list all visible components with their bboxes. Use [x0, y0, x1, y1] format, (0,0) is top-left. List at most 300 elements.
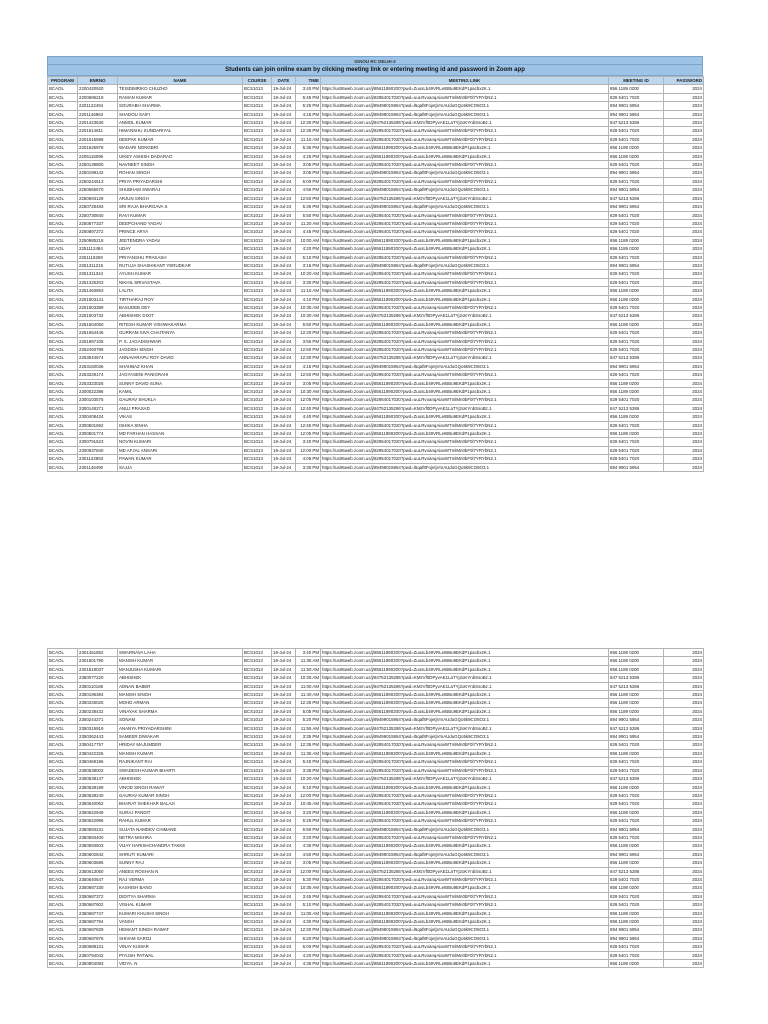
course-cell: BCS1013	[243, 388, 272, 396]
enrno-cell: 2350315919	[78, 724, 118, 732]
col-time: TIME	[296, 77, 321, 85]
date-cell: 19-Jul-24	[272, 421, 296, 429]
meeting-id-cell: 894 9901 5954	[609, 110, 664, 118]
meeting-link[interactable]: https://us06web.zoom.us/j/82954017020?pwd=uuLRvoanqAiavWTmlMn0bF0l7YRYbN2.1	[321, 219, 609, 227]
password-cell: 2024	[664, 682, 704, 690]
meeting-link[interactable]: https://us06web.zoom.us/j/85611890200?pwd=ZuosLb49VRLeIBBu9EKdP1pacbx2K.1	[321, 884, 609, 892]
course-cell: BCS1013	[243, 733, 272, 741]
password-cell: 2024	[664, 337, 704, 345]
meeting-link[interactable]: https://us06web.zoom.us/j/84752135286?pwd=KMzVf0DPyvAE1LaTYj2oKYnbSsoBz.1	[321, 119, 609, 127]
meeting-link[interactable]: https://us06web.zoom.us/j/82954017020?pwd=uuLRvoanqAiavWTmlMn0bF0l7YRYbN2.1	[321, 253, 609, 261]
enrno-cell: 2251503389	[78, 303, 118, 311]
date-cell: 19-Jul-24	[272, 825, 296, 833]
table-row	[48, 901, 704, 909]
meeting-link[interactable]: https://us06web.zoom.us/j/85611890200?pwd=ZuosLb49VRLeIBBu9EKdP1pacbx2K.1	[321, 783, 609, 791]
table-row	[48, 413, 704, 421]
program-cell: BCAOL	[48, 169, 78, 177]
table-row	[48, 716, 704, 724]
date-cell: 19-Jul-24	[272, 211, 296, 219]
program-cell: BCAOL	[48, 194, 78, 202]
time-cell: 4:15 PM	[296, 110, 321, 118]
program-cell: BCAOL	[48, 455, 78, 463]
meeting-link[interactable]: https://us06web.zoom.us/j/85611890200?pwd=ZuosLb49VRLeIBBu9EKdP1pacbx2K.1	[321, 236, 609, 244]
meeting-link[interactable]: https://us06web.zoom.us/j/85611890200?pwd=ZuosLb49VRLeIBBu9EKdP1pacbx2K.1	[321, 144, 609, 152]
date-cell: 19-Jul-24	[272, 253, 296, 261]
meeting-link[interactable]: https://us06web.zoom.us/j/84752135286?pwd=KMzVf0DPyvAE1LaTYj2oKYnbSsoBz.1	[321, 312, 609, 320]
date-cell: 19-Jul-24	[272, 775, 296, 783]
time-cell: 10:00 AM	[296, 236, 321, 244]
enrno-cell: 2201614811	[78, 127, 118, 135]
course-cell: BCS1013	[243, 253, 272, 261]
time-cell: 5:30 PM	[296, 875, 321, 883]
course-cell: BCS1013	[243, 186, 272, 194]
password-cell: 2024	[664, 278, 704, 286]
meeting-link[interactable]: https://us06web.zoom.us/j/82954017020?pwd=uuLRvoanqAiavWTmlMn0bF0l7YRYbN2.1	[321, 346, 609, 354]
exam-schedule-table-continued	[47, 648, 704, 968]
meeting-link[interactable]: https://us06web.zoom.us/j/84752135286?pwd=KMzVf0DPyvAE1LaTYj2oKYnbSsoBz.1	[321, 354, 609, 362]
meeting-link[interactable]: https://us06web.zoom.us/j/85611890200?pwd=ZuosLb49VRLeIBBu9EKdP1pacbx2K.1	[321, 287, 609, 295]
program-cell: BCAOL	[48, 152, 78, 160]
program-cell: BCAOL	[48, 926, 78, 934]
exam-schedule-table	[47, 76, 704, 472]
table-row	[48, 85, 704, 93]
meeting-id-cell: 856 1189 0200	[609, 960, 664, 968]
program-cell: BCAOL	[48, 682, 78, 690]
course-cell: BCS1013	[243, 354, 272, 362]
password-cell: 2024	[664, 186, 704, 194]
course-cell: BCS1013	[243, 404, 272, 412]
meeting-link[interactable]: https://us06web.zoom.us/j/82954017020?pwd=uuLRvoanqAiavWTmlMn0bF0l7YRYbN2.1	[321, 93, 609, 101]
meeting-link[interactable]: https://us06web.zoom.us/j/82954017020?pwd=uuLRvoanqAiavWTmlMn0bF0l7YRYbN2.1	[321, 396, 609, 404]
meeting-link[interactable]: https://us06web.zoom.us/j/84752135286?pwd=KMzVf0DPyvAE1LaTYj2oKYnbSsoBz.1	[321, 775, 609, 783]
date-cell: 19-Jul-24	[272, 800, 296, 808]
date-cell: 19-Jul-24	[272, 177, 296, 185]
table-row	[48, 270, 704, 278]
enrno-cell: 2301451852	[78, 649, 118, 657]
course-cell: BCS1013	[243, 211, 272, 219]
program-cell: BCAOL	[48, 127, 78, 135]
enrno-cell: 2253229174	[78, 371, 118, 379]
meeting-id-cell: 847 5213 5286	[609, 724, 664, 732]
time-cell: 4:20 PM	[296, 245, 321, 253]
meeting-link[interactable]: https://us06web.zoom.us/j/85611890200?pwd=ZuosLb49VRLeIBBu9EKdP1pacbx2K.1	[321, 707, 609, 715]
program-cell: BCAOL	[48, 219, 78, 227]
meeting-id-cell: 829 5401 7020	[609, 93, 664, 101]
table-row	[48, 161, 704, 169]
meeting-link[interactable]: https://us06web.zoom.us/j/82954017020?pwd=uuLRvoanqAiavWTmlMn0bF0l7YRYbN2.1	[321, 211, 609, 219]
enrno-cell: 2301501790	[78, 657, 118, 665]
program-cell: BCAOL	[48, 833, 78, 841]
meeting-id-cell: 847 5213 5286	[609, 194, 664, 202]
program-cell: BCAOL	[48, 901, 78, 909]
meeting-link[interactable]: https://us06web.zoom.us/j/85611890200?pwd=ZuosLb49VRLeIBBu9EKdP1pacbx2K.1	[321, 388, 609, 396]
enrno-cell: 2350602842	[78, 850, 118, 858]
name-cell: LALITA	[118, 287, 243, 295]
meeting-link[interactable]: https://us06web.zoom.us/j/85611890200?pwd=ZuosLb49VRLeIBBu9EKdP1pacbx2K.1	[321, 699, 609, 707]
password-cell: 2024	[664, 674, 704, 682]
meeting-link[interactable]: https://us06web.zoom.us/j/89499015954?pwd=l5qaf8FojetjVmAUduGQo5k9CO5O3.1	[321, 203, 609, 211]
date-cell: 19-Jul-24	[272, 716, 296, 724]
meeting-id-cell: 847 5213 5286	[609, 682, 664, 690]
table-row	[48, 951, 704, 959]
meeting-link[interactable]: https://us06web.zoom.us/j/89499015954?pwd=l5qaf8FojetjVmAUduGQo5k9CO5O3.1	[321, 463, 609, 471]
time-cell: 4:40 PM	[296, 413, 321, 421]
meeting-link[interactable]: https://us06web.zoom.us/j/82954017020?pwd=uuLRvoanqAiavWTmlMn0bF0l7YRYbN2.1	[321, 758, 609, 766]
meeting-id-cell: 856 1189 0200	[609, 430, 664, 438]
table-row	[48, 245, 704, 253]
meeting-id-cell: 894 9901 5954	[609, 362, 664, 370]
date-cell: 19-Jul-24	[272, 926, 296, 934]
meeting-link[interactable]: https://us06web.zoom.us/j/85611890200?pwd=ZuosLb49VRLeIBBu9EKdP1pacbx2K.1	[321, 918, 609, 926]
enrno-cell: 2350593231	[78, 825, 118, 833]
password-cell: 2024	[664, 716, 704, 724]
meeting-id-cell: 894 9901 5954	[609, 261, 664, 269]
name-cell: P. S. JAGADISHWAR	[118, 337, 243, 345]
meeting-id-cell: 856 1189 0200	[609, 665, 664, 673]
table-row	[48, 674, 704, 682]
program-cell: BCAOL	[48, 859, 78, 867]
table-row	[48, 800, 704, 808]
course-cell: BCS1013	[243, 783, 272, 791]
course-cell: BCS1013	[243, 295, 272, 303]
table-row	[48, 253, 704, 261]
time-cell: 3:20 PM	[296, 808, 321, 816]
table-row	[48, 421, 704, 429]
meeting-link[interactable]: https://us06web.zoom.us/j/85611890200?pwd=ZuosLb49VRLeIBBu9EKdP1pacbx2K.1	[321, 665, 609, 673]
time-cell: 11:05 AM	[296, 909, 321, 917]
meeting-link[interactable]: https://us06web.zoom.us/j/82954017020?pwd=uuLRvoanqAiavWTmlMn0bF0l7YRYbN2.1	[321, 446, 609, 454]
table-row	[48, 724, 704, 732]
password-cell: 2024	[664, 144, 704, 152]
time-cell: 3:05 PM	[296, 859, 321, 867]
program-cell: BCAOL	[48, 909, 78, 917]
date-cell: 19-Jul-24	[272, 438, 296, 446]
meeting-link[interactable]: https://us06web.zoom.us/j/85611890200?pwd=ZuosLb49VRLeIBBu9EKdP1pacbx2K.1	[321, 320, 609, 328]
course-cell: BCS1013	[243, 707, 272, 715]
meeting-link[interactable]: https://us06web.zoom.us/j/82954017020?pwd=uuLRvoanqAiavWTmlMn0bF0l7YRYbN2.1	[321, 833, 609, 841]
meeting-link[interactable]: https://us06web.zoom.us/j/85611890200?pwd=ZuosLb49VRLeIBBu9EKdP1pacbx2K.1	[321, 657, 609, 665]
course-cell: BCS1013	[243, 362, 272, 370]
password-cell: 2024	[664, 388, 704, 396]
password-cell: 2024	[664, 842, 704, 850]
enrno-cell: 2250877337	[78, 219, 118, 227]
meeting-link[interactable]: https://us06web.zoom.us/j/85611890200?pwd=ZuosLb49VRLeIBBu9EKdP1pacbx2K.1	[321, 430, 609, 438]
meeting-link[interactable]: https://us06web.zoom.us/j/84752135286?pwd=KMzVf0DPyvAE1LaTYj2oKYnbSsoBz.1	[321, 674, 609, 682]
meeting-id-cell: 856 1189 0200	[609, 379, 664, 387]
name-cell: JEETENDRA YADAV	[118, 236, 243, 244]
name-cell: WADARI NONGBRI	[118, 144, 243, 152]
course-cell: BCS1013	[243, 791, 272, 799]
password-cell: 2024	[664, 951, 704, 959]
meeting-link[interactable]: https://us06web.zoom.us/j/82954017020?pwd=uuLRvoanqAiavWTmlMn0bF0l7YRYbN2.1	[321, 438, 609, 446]
course-cell: BCS1013	[243, 960, 272, 968]
table-row	[48, 943, 704, 951]
table-row	[48, 867, 704, 875]
meeting-link[interactable]: https://us06web.zoom.us/j/82954017020?pwd=uuLRvoanqAiavWTmlMn0bF0l7YRYbN2.1	[321, 800, 609, 808]
password-cell: 2024	[664, 253, 704, 261]
meeting-link[interactable]: https://us06web.zoom.us/j/84752135286?pwd=KMzVf0DPyvAE1LaTYj2oKYnbSsoBz.1	[321, 194, 609, 202]
meeting-link[interactable]: https://us06web.zoom.us/j/85611890200?pwd=ZuosLb49VRLeIBBu9EKdP1pacbx2K.1	[321, 152, 609, 160]
name-cell: GURRAM SIVA CHAITANYA	[118, 329, 243, 337]
program-cell: BCAOL	[48, 261, 78, 269]
name-cell: VINAY KUMAR	[118, 943, 243, 951]
course-cell: BCS1013	[243, 657, 272, 665]
password-cell: 2024	[664, 808, 704, 816]
table-row	[48, 169, 704, 177]
password-cell: 2024	[664, 926, 704, 934]
time-cell: 11:15 AM	[296, 135, 321, 143]
name-cell: TEISDIMRIKO CHUZHO	[118, 85, 243, 93]
table-row	[48, 934, 704, 942]
table-row	[48, 329, 704, 337]
enrno-cell: 2350469196	[78, 758, 118, 766]
date-cell: 19-Jul-24	[272, 203, 296, 211]
name-cell: RITESH KUMAR VISHWAKARMA	[118, 320, 243, 328]
meeting-link[interactable]: https://us06web.zoom.us/j/89499015954?pwd=l5qaf8FojetjVmAUduGQo5k9CO5O3.1	[321, 110, 609, 118]
password-cell: 2024	[664, 312, 704, 320]
meeting-link[interactable]: https://us06web.zoom.us/j/82954017020?pwd=uuLRvoanqAiavWTmlMn0bF0l7YRYbN2.1	[321, 875, 609, 883]
course-cell: BCS1013	[243, 144, 272, 152]
meeting-id-cell: 829 5401 7020	[609, 741, 664, 749]
password-cell: 2024	[664, 396, 704, 404]
meeting-link[interactable]: https://us06web.zoom.us/j/84752135286?pwd=KMzVf0DPyvAE1LaTYj2oKYnbSsoBz.1	[321, 724, 609, 732]
date-cell: 19-Jul-24	[272, 219, 296, 227]
date-cell: 19-Jul-24	[272, 783, 296, 791]
name-cell: MANISH KUMAR	[118, 657, 243, 665]
meeting-link[interactable]: https://us06web.zoom.us/j/82954017020?pwd=uuLRvoanqAiavWTmlMn0bF0l7YRYbN2.1	[321, 741, 609, 749]
password-cell: 2024	[664, 362, 704, 370]
program-cell: BCAOL	[48, 228, 78, 236]
name-cell: ANMOL KUMAR	[118, 119, 243, 127]
meeting-link[interactable]: https://us06web.zoom.us/j/85611890200?pwd=ZuosLb49VRLeIBBu9EKdP1pacbx2K.1	[321, 413, 609, 421]
enrno-cell: 2253044674	[78, 354, 118, 362]
date-cell: 19-Jul-24	[272, 337, 296, 345]
name-cell: SONAM	[118, 716, 243, 724]
meeting-id-cell: 856 1189 0200	[609, 144, 664, 152]
meeting-link[interactable]: https://us06web.zoom.us/j/85611890200?pwd=ZuosLb49VRLeIBBu9EKdP1pacbx2K.1	[321, 808, 609, 816]
table-row	[48, 833, 704, 841]
meeting-link[interactable]: https://us06web.zoom.us/j/82954017020?pwd=uuLRvoanqAiavWTmlMn0bF0l7YRYbN2.1	[321, 303, 609, 311]
meeting-link[interactable]: https://us06web.zoom.us/j/82954017020?pwd=uuLRvoanqAiavWTmlMn0bF0l7YRYbN2.1	[321, 791, 609, 799]
time-cell: 4:05 PM	[296, 455, 321, 463]
course-cell: BCS1013	[243, 926, 272, 934]
meeting-link[interactable]: https://us06web.zoom.us/j/82954017020?pwd=uuLRvoanqAiavWTmlMn0bF0l7YRYbN2.1	[321, 455, 609, 463]
date-cell: 19-Jul-24	[272, 404, 296, 412]
meeting-link[interactable]: https://us06web.zoom.us/j/85611890200?pwd=ZuosLb49VRLeIBBu9EKdP1pacbx2K.1	[321, 379, 609, 387]
name-cell: RAJ VERMA	[118, 875, 243, 883]
password-cell: 2024	[664, 943, 704, 951]
table-row	[48, 320, 704, 328]
enrno-cell: 2251503732	[78, 312, 118, 320]
name-cell: SOURABH SHARMA	[118, 102, 243, 110]
meeting-link[interactable]: https://us06web.zoom.us/j/82954017020?pwd=uuLRvoanqAiavWTmlMn0bF0l7YRYbN2.1	[321, 329, 609, 337]
meeting-link[interactable]: https://us06web.zoom.us/j/82954017020?pwd=uuLRvoanqAiavWTmlMn0bF0l7YRYbN2.1	[321, 371, 609, 379]
meeting-link[interactable]: https://us06web.zoom.us/j/89499015954?pwd=l5qaf8FojetjVmAUduGQo5k9CO5O3.1	[321, 261, 609, 269]
meeting-link[interactable]: https://us06web.zoom.us/j/89499015954?pwd=l5qaf8FojetjVmAUduGQo5k9CO5O3.1	[321, 850, 609, 858]
meeting-link[interactable]: https://us06web.zoom.us/j/89499015954?pwd=l5qaf8FojetjVmAUduGQo5k9CO5O3.1	[321, 825, 609, 833]
table-body-upper	[48, 85, 704, 472]
meeting-id-cell: 829 5401 7020	[609, 421, 664, 429]
meeting-link[interactable]: https://us06web.zoom.us/j/85611890200?pwd=ZuosLb49VRLeIBBu9EKdP1pacbx2K.1	[321, 842, 609, 850]
meeting-link[interactable]: https://us06web.zoom.us/j/85611890200?pwd=ZuosLb49VRLeIBBu9EKdP1pacbx2K.1	[321, 691, 609, 699]
name-cell: MD AFJAL ANSARI	[118, 446, 243, 454]
date-cell: 19-Jul-24	[272, 875, 296, 883]
meeting-link[interactable]: https://us06web.zoom.us/j/85611890200?pwd=ZuosLb49VRLeIBBu9EKdP1pacbx2K.1	[321, 85, 609, 93]
enrno-cell: 2350196384	[78, 691, 118, 699]
meeting-link[interactable]: https://us06web.zoom.us/j/82954017020?pwd=uuLRvoanqAiavWTmlMn0bF0l7YRYbN2.1	[321, 135, 609, 143]
name-cell: NIKHIL SRIVASTAVA	[118, 278, 243, 286]
table-row	[48, 842, 704, 850]
course-cell: BCS1013	[243, 699, 272, 707]
program-cell: BCAOL	[48, 211, 78, 219]
meeting-link[interactable]: https://us06web.zoom.us/j/82954017020?pwd=uuLRvoanqAiavWTmlMn0bF0l7YRYbN2.1	[321, 177, 609, 185]
time-cell: 5:45 PM	[296, 93, 321, 101]
meeting-link[interactable]: https://us06web.zoom.us/j/82954017020?pwd=uuLRvoanqAiavWTmlMn0bF0l7YRYbN2.1	[321, 421, 609, 429]
enrno-cell: 2251997105	[78, 337, 118, 345]
name-cell: UIKEY ASHISH DADARAO	[118, 152, 243, 160]
date-cell: 19-Jul-24	[272, 236, 296, 244]
time-cell: 3:05 PM	[296, 169, 321, 177]
meeting-link[interactable]: https://us06web.zoom.us/j/85611890200?pwd=ZuosLb49VRLeIBBu9EKdP1pacbx2K.1	[321, 909, 609, 917]
table-row	[48, 884, 704, 892]
date-cell: 19-Jul-24	[272, 152, 296, 160]
enrno-cell: 2301142853	[78, 455, 118, 463]
name-cell: JAGDISH SINGH	[118, 346, 243, 354]
meeting-link[interactable]: https://us06web.zoom.us/j/89499015954?pwd=l5qaf8FojetjVmAUduGQo5k9CO5O3.1	[321, 169, 609, 177]
course-cell: BCS1013	[243, 842, 272, 850]
meeting-id-cell: 856 1189 0200	[609, 808, 664, 816]
course-cell: BCS1013	[243, 884, 272, 892]
date-cell: 19-Jul-24	[272, 312, 296, 320]
meeting-link[interactable]: https://us06web.zoom.us/j/82954017020?pwd=uuLRvoanqAiavWTmlMn0bF0l7YRYbN2.1	[321, 161, 609, 169]
time-cell: 12:45 PM	[296, 421, 321, 429]
password-cell: 2024	[664, 724, 704, 732]
time-cell: 5:50 PM	[296, 320, 321, 328]
password-cell: 2024	[664, 867, 704, 875]
meeting-link[interactable]: https://us06web.zoom.us/j/89499015954?pwd=l5qaf8FojetjVmAUduGQo5k9CO5O3.1	[321, 934, 609, 942]
meeting-link[interactable]: https://us06web.zoom.us/j/89499015954?pwd=l5qaf8FojetjVmAUduGQo5k9CO5O3.1	[321, 733, 609, 741]
password-cell: 2024	[664, 152, 704, 160]
meeting-link[interactable]: https://us06web.zoom.us/j/82954017020?pwd=uuLRvoanqAiavWTmlMn0bF0l7YRYbN2.1	[321, 127, 609, 135]
meeting-link[interactable]: https://us06web.zoom.us/j/89499015954?pwd=l5qaf8FojetjVmAUduGQo5k9CO5O3.1	[321, 926, 609, 934]
name-cell: VISHAL KUMAR	[118, 901, 243, 909]
meeting-id-cell: 829 5401 7020	[609, 228, 664, 236]
time-cell: 3:05 PM	[296, 379, 321, 387]
time-cell: 12:20 PM	[296, 329, 321, 337]
meeting-id-cell: 829 5401 7020	[609, 278, 664, 286]
table-row	[48, 438, 704, 446]
password-cell: 2024	[664, 430, 704, 438]
meeting-link[interactable]: https://us06web.zoom.us/j/85611890200?pwd=ZuosLb49VRLeIBBu9EKdP1pacbx2K.1	[321, 749, 609, 757]
meeting-id-cell: 856 1189 0200	[609, 699, 664, 707]
meeting-link[interactable]: https://us06web.zoom.us/j/82954017020?pwd=uuLRvoanqAiavWTmlMn0bF0l7YRYbN2.1	[321, 951, 609, 959]
date-cell: 19-Jul-24	[272, 270, 296, 278]
meeting-link[interactable]: https://us06web.zoom.us/j/82954017020?pwd=uuLRvoanqAiavWTmlMn0bF0l7YRYbN2.1	[321, 278, 609, 286]
table-row	[48, 455, 704, 463]
meeting-link[interactable]: https://us06web.zoom.us/j/89499015954?pwd=l5qaf8FojetjVmAUduGQo5k9CO5O3.1	[321, 186, 609, 194]
enrno-cell: 2201626978	[78, 144, 118, 152]
password-cell: 2024	[664, 455, 704, 463]
course-cell: BCS1013	[243, 127, 272, 135]
meeting-id-cell: 829 5401 7020	[609, 791, 664, 799]
meeting-id-cell: 847 5213 5286	[609, 354, 664, 362]
enrno-cell: 2350538240	[78, 791, 118, 799]
program-cell: BCAOL	[48, 783, 78, 791]
meeting-link[interactable]: https://us06web.zoom.us/j/84752135286?pwd=KMzVf0DPyvAE1LaTYj2oKYnbSsoBz.1	[321, 867, 609, 875]
meeting-link[interactable]: https://us06web.zoom.us/j/82954017020?pwd=uuLRvoanqAiavWTmlMn0bF0l7YRYbN2.1	[321, 766, 609, 774]
course-cell: BCS1013	[243, 152, 272, 160]
course-cell: BCS1013	[243, 430, 272, 438]
meeting-id-cell: 829 5401 7020	[609, 892, 664, 900]
meeting-link[interactable]: https://us06web.zoom.us/j/89499015954?pwd=l5qaf8FojetjVmAUduGQo5k9CO5O3.1	[321, 716, 609, 724]
password-cell: 2024	[664, 446, 704, 454]
enrno-cell: 2350538189	[78, 783, 118, 791]
name-cell: GAURAV KUMAR SINGH	[118, 791, 243, 799]
name-cell: RAMAN KUMAR	[118, 93, 243, 101]
enrno-cell: 2300791523	[78, 438, 118, 446]
meeting-link[interactable]: https://us06web.zoom.us/j/85611890200?pwd=ZuosLb49VRLeIBBu9EKdP1pacbx2K.1	[321, 649, 609, 657]
course-cell: BCS1013	[243, 800, 272, 808]
meeting-link[interactable]: https://us06web.zoom.us/j/82954017020?pwd=uuLRvoanqAiavWTmlMn0bF0l7YRYbN2.1	[321, 270, 609, 278]
name-cell: ANUJ PRASAD	[118, 404, 243, 412]
course-cell: BCS1013	[243, 758, 272, 766]
meeting-link[interactable]: https://us06web.zoom.us/j/85611890200?pwd=ZuosLb49VRLeIBBu9EKdP1pacbx2K.1	[321, 960, 609, 968]
date-cell: 19-Jul-24	[272, 724, 296, 732]
table-row	[48, 278, 704, 286]
meeting-link[interactable]: https://us06web.zoom.us/j/82954017020?pwd=uuLRvoanqAiavWTmlMn0bF0l7YRYbN2.1	[321, 943, 609, 951]
time-cell: 3:35 PM	[296, 733, 321, 741]
course-cell: BCS1013	[243, 463, 272, 471]
password-cell: 2024	[664, 295, 704, 303]
course-cell: BCS1013	[243, 741, 272, 749]
meeting-link[interactable]: https://us06web.zoom.us/j/82954017020?pwd=uuLRvoanqAiavWTmlMn0bF0l7YRYbN2.1	[321, 817, 609, 825]
meeting-link[interactable]: https://us06web.zoom.us/j/82954017020?pwd=uuLRvoanqAiavWTmlMn0bF0l7YRYbN2.1	[321, 892, 609, 900]
time-cell: 12:50 PM	[296, 371, 321, 379]
meeting-id-cell: 829 5401 7020	[609, 943, 664, 951]
date-cell: 19-Jul-24	[272, 758, 296, 766]
meeting-link[interactable]: https://us06web.zoom.us/j/84752135286?pwd=KMzVf0DPyvAE1LaTYj2oKYnbSsoBz.1	[321, 682, 609, 690]
time-cell: 5:25 PM	[296, 102, 321, 110]
name-cell: BASUDEB DEY	[118, 303, 243, 311]
meeting-id-cell: 894 9901 5954	[609, 102, 664, 110]
date-cell: 19-Jul-24	[272, 766, 296, 774]
meeting-link[interactable]: https://us06web.zoom.us/j/84752135286?pwd=KMzVf0DPyvAE1LaTYj2oKYnbSsoBz.1	[321, 404, 609, 412]
meeting-id-cell: 856 1189 0200	[609, 85, 664, 93]
program-cell: BCAOL	[48, 253, 78, 261]
course-cell: BCS1013	[243, 909, 272, 917]
meeting-link[interactable]: https://us06web.zoom.us/j/85611890200?pwd=ZuosLb49VRLeIBBu9EKdP1pacbx2K.1	[321, 859, 609, 867]
name-cell: GAURAV SHUKLA	[118, 396, 243, 404]
date-cell: 19-Jul-24	[272, 859, 296, 867]
meeting-link[interactable]: https://us06web.zoom.us/j/89499015954?pwd=l5qaf8FojetjVmAUduGQo5k9CO5O3.1	[321, 362, 609, 370]
table-row	[48, 354, 704, 362]
meeting-link[interactable]: https://us06web.zoom.us/j/89499015954?pwd=l5qaf8FojetjVmAUduGQo5k9CO5O3.1	[321, 102, 609, 110]
password-cell: 2024	[664, 404, 704, 412]
program-cell: BCAOL	[48, 884, 78, 892]
table-body-lower	[48, 649, 704, 968]
meeting-link[interactable]: https://us06web.zoom.us/j/82954017020?pwd=uuLRvoanqAiavWTmlMn0bF0l7YRYbN2.1	[321, 228, 609, 236]
meeting-id-cell: 856 1189 0200	[609, 783, 664, 791]
date-cell: 19-Jul-24	[272, 320, 296, 328]
meeting-link[interactable]: https://us06web.zoom.us/j/85611890200?pwd=ZuosLb49VRLeIBBu9EKdP1pacbx2K.1	[321, 295, 609, 303]
meeting-link[interactable]: https://us06web.zoom.us/j/82954017020?pwd=uuLRvoanqAiavWTmlMn0bF0l7YRYbN2.1	[321, 901, 609, 909]
meeting-link[interactable]: https://us06web.zoom.us/j/85611890200?pwd=ZuosLb49VRLeIBBu9EKdP1pacbx2K.1	[321, 245, 609, 253]
program-cell: BCAOL	[48, 800, 78, 808]
program-cell: BCAOL	[48, 741, 78, 749]
course-cell: BCS1013	[243, 875, 272, 883]
meeting-link[interactable]: https://us06web.zoom.us/j/82954017020?pwd=uuLRvoanqAiavWTmlMn0bF0l7YRYbN2.1	[321, 337, 609, 345]
time-cell: 3:05 PM	[296, 161, 321, 169]
